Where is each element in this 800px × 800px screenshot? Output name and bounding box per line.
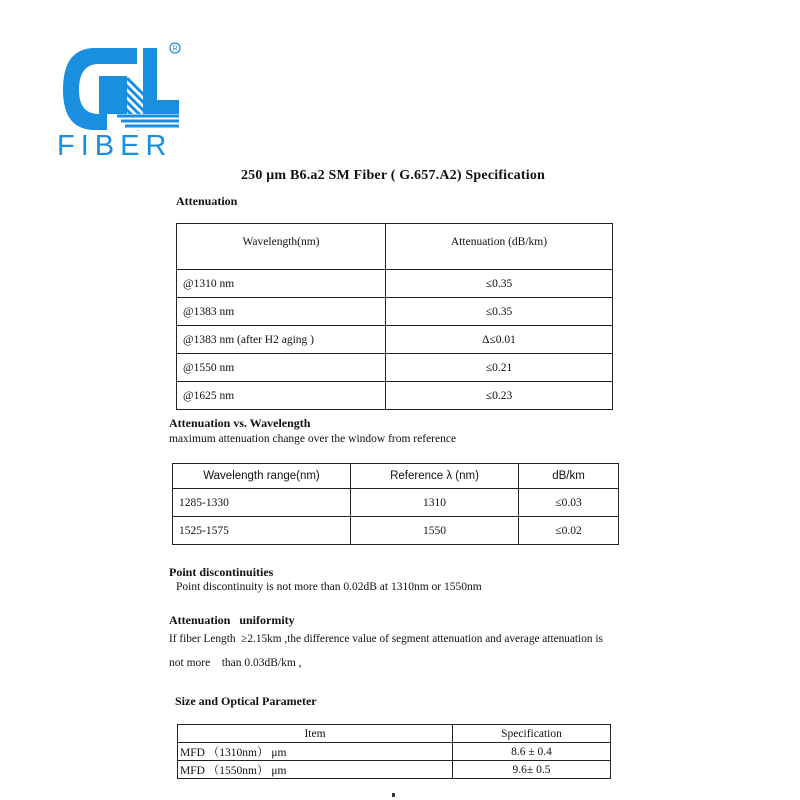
table-cell: @1383 nm (after H2 aging )	[177, 326, 386, 354]
svg-text:R: R	[172, 45, 178, 53]
uniformity-text-line1: If fiber Length ≥2.15km ,the difference value of segment attenuation and average attenuation is	[169, 633, 603, 645]
table-cell: ≤0.21	[386, 354, 613, 382]
table-cell: MFD （1310nm） μm	[178, 743, 453, 761]
table-cell: @1383 nm	[177, 298, 386, 326]
logo-wordmark: FIBER	[57, 130, 173, 162]
table-cell: @1550 nm	[177, 354, 386, 382]
table-cell: @1310 nm	[177, 270, 386, 298]
uniformity-text-line2: not more than 0.03dB/km ,	[169, 657, 302, 669]
table-header-cell: Wavelength(nm)	[177, 224, 386, 270]
section-heading-uniformity: Attenuation uniformity	[169, 613, 295, 627]
point-discontinuity-text: Point discontinuity is not more than 0.02dB at 1310nm or 1550nm	[176, 581, 482, 593]
attenuation-table	[176, 223, 613, 410]
table-header-row	[173, 464, 619, 489]
table-row	[177, 326, 613, 354]
table-cell: 1285-1330	[173, 489, 351, 517]
table-header-cell: dB/km	[519, 464, 619, 489]
table-row	[173, 489, 619, 517]
page-edge-mark	[392, 793, 395, 797]
table-row	[177, 382, 613, 410]
section-heading-attenuation: Attenuation	[176, 194, 238, 208]
table-row	[177, 298, 613, 326]
table-header-cell: Attenuation (dB/km)	[386, 224, 613, 270]
att-vs-wavelength-table	[172, 463, 619, 545]
table-cell: ≤0.35	[386, 298, 613, 326]
table-cell: 9.6± 0.5	[453, 761, 611, 779]
table-header-cell: Specification	[453, 725, 611, 743]
table-header-row	[177, 224, 613, 270]
section-subtitle: maximum attenuation change over the window from reference	[169, 433, 457, 445]
table-cell: 1310	[351, 489, 519, 517]
table-row	[178, 761, 611, 779]
table-cell: 1525-1575	[173, 517, 351, 545]
table-cell: Δ≤0.01	[386, 326, 613, 354]
table-cell: ≤0.03	[519, 489, 619, 517]
table-row	[178, 743, 611, 761]
section-heading-point-discontinuities: Point discontinuities	[169, 565, 274, 579]
table-row	[177, 354, 613, 382]
table-cell: 8.6 ± 0.4	[453, 743, 611, 761]
table-header-cell: Item	[178, 725, 453, 743]
table-header-row	[178, 725, 611, 743]
table-cell: 1550	[351, 517, 519, 545]
table-cell: ≤0.35	[386, 270, 613, 298]
table-header-cell: Reference λ (nm)	[351, 464, 519, 489]
table-cell: @1625 nm	[177, 382, 386, 410]
table-row	[177, 270, 613, 298]
section-heading-att-vs-wavelength: Attenuation vs. Wavelength	[169, 416, 311, 430]
size-optical-table	[177, 724, 611, 779]
section-heading-size-optical: Size and Optical Parameter	[175, 694, 317, 708]
page-title: 250 μm B6.a2 SM Fiber ( G.657.A2) Specification	[240, 168, 546, 183]
table-cell: ≤0.23	[386, 382, 613, 410]
table-cell: MFD （1550nm） μm	[178, 761, 453, 779]
logo-l-mark	[143, 45, 179, 114]
table-row	[173, 517, 619, 545]
table-cell: ≤0.02	[519, 517, 619, 545]
table-header-cell: Wavelength range(nm)	[173, 464, 351, 489]
